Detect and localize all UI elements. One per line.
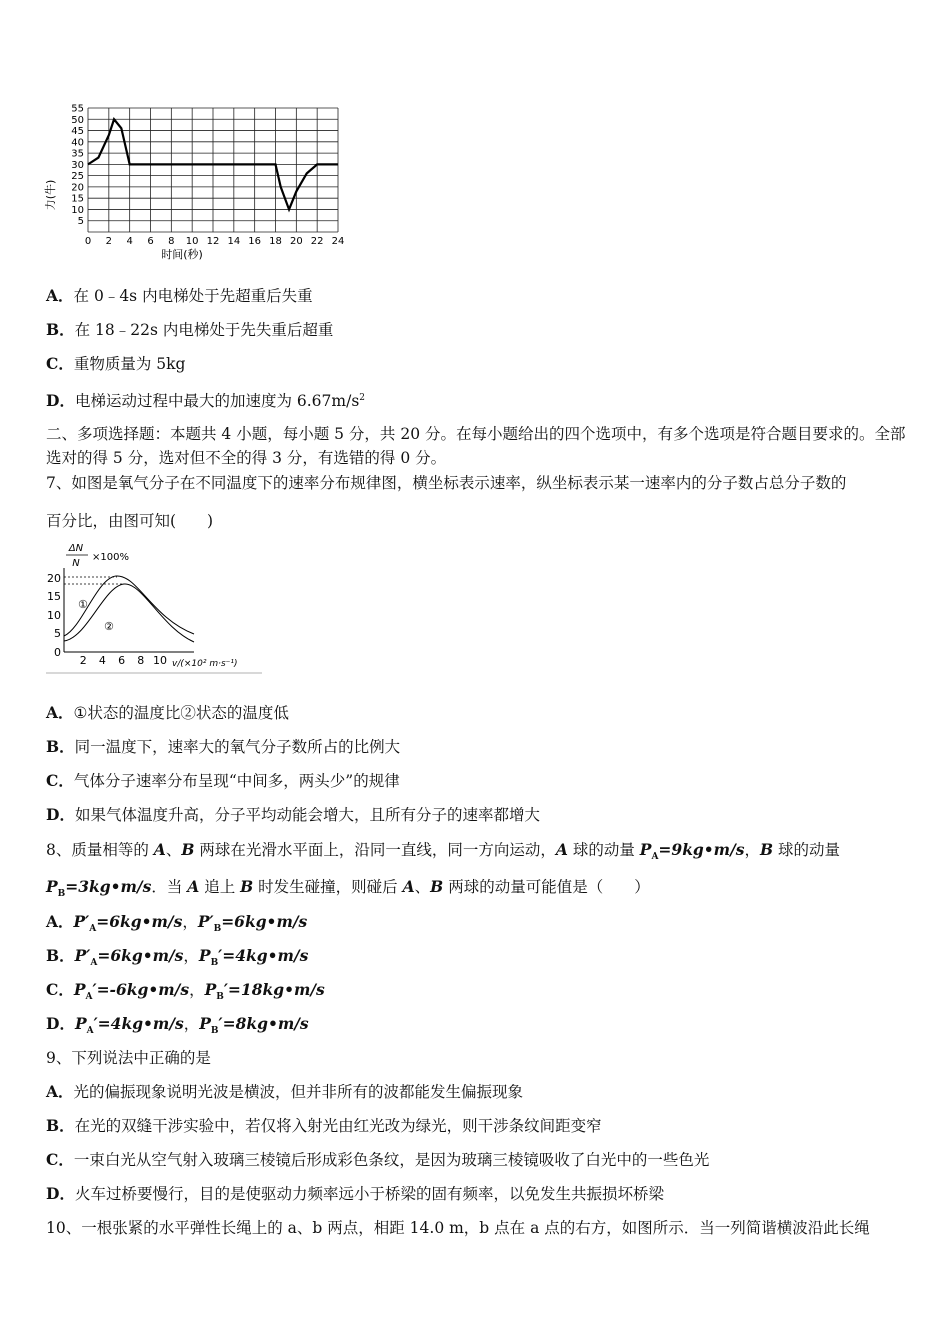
x-tick-label: 14 <box>227 236 241 247</box>
curve-2-label: ② <box>104 620 114 633</box>
x-tick-label: 6 <box>118 654 126 667</box>
y-tick-label: 35 <box>71 148 84 160</box>
y-tick-label: 45 <box>71 126 84 138</box>
q9-option-c[interactable]: C．一束白光从空气射入玻璃三棱镜后形成彩色条纹，是因为玻璃三棱镜吸收了白光中的一些色光 <box>46 1150 710 1169</box>
x-tick-label: 24 <box>331 236 345 247</box>
x-tick-label: 2 <box>105 236 113 247</box>
x-tick-label: 4 <box>126 236 133 247</box>
q7-option-b[interactable]: B．同一温度下，速率大的氧气分子数所占的比例大 <box>46 737 401 756</box>
q7-option-a[interactable]: A．①状态的温度比②状态的温度低 <box>46 703 289 722</box>
q6-option-d[interactable]: D．电梯运动过程中最大的加速度为 $6.67m/s^2$ <box>46 391 366 411</box>
q7-option-c[interactable]: C．气体分子速率分布呈现“中间多，两头少”的规律 <box>46 771 400 790</box>
y-tick-label: 30 <box>71 159 84 171</box>
x-tick-label: 10 <box>153 654 167 667</box>
x-tick-label: 8 <box>137 654 145 667</box>
y-tick-label: 15 <box>47 590 61 603</box>
y-label-numerator: ΔN <box>68 543 84 554</box>
q7-stem-line1: 7、如图是氧气分子在不同温度下的速率分布规律图，横坐标表示速率，纵坐标表示某一速率内的分子数占总分子数的 <box>46 474 847 492</box>
x-tick-label: 12 <box>206 236 220 247</box>
y-tick-label: 0 <box>54 646 61 659</box>
q6-option-b[interactable]: B．在 18﹣22s 内电梯处于先失重后超重 <box>46 320 334 339</box>
x-tick-label: 22 <box>310 236 324 247</box>
y-tick-label: 25 <box>71 171 84 183</box>
q8-option-a[interactable]: A．$P'_A=6kg•m/s$，$P'_B=6kg•m/s$ <box>46 912 308 935</box>
q7-stem-line2: 百分比，由图可知( ) <box>46 512 214 530</box>
y-tick-label: 15 <box>71 193 84 205</box>
y-tick-label: 5 <box>77 216 84 228</box>
x-tick-label: 6 <box>147 236 154 247</box>
x-tick-label: 18 <box>269 236 282 247</box>
y-label-suffix: ×100% <box>92 552 129 563</box>
y-tick-label: 20 <box>47 572 61 585</box>
force-time-chart <box>40 100 345 261</box>
q8-option-b[interactable]: B．$P'_A=6kg•m/s$，$P_B'=4kg•m/s$ <box>46 946 309 969</box>
q9-option-b[interactable]: B．在光的双缝干涉实验中，若仅将入射光由红光改为绿光，则干涉条纹间距变窄 <box>46 1116 602 1135</box>
y-tick-label: 10 <box>71 204 84 216</box>
q6-option-a[interactable]: A．在 0﹣4s 内电梯处于先超重后失重 <box>46 286 313 305</box>
section-2-heading: 二、多项选择题：本题共 4 小题，每小题 5 分，共 20 分。在每小题给出的四个选项中，有多个选项是符合题目要求的。全部选对的得 5 分，选对但不全的得 3 分，有选错的得 0 分。 <box>46 425 906 467</box>
x-axis-label: 时间(秒) <box>161 248 203 261</box>
x-tick-label: 0 <box>84 236 92 247</box>
x-tick-label: 16 <box>248 236 262 247</box>
x-tick-label: 4 <box>98 654 106 667</box>
q9-option-d[interactable]: D．火车过桥要慢行，目的是使驱动力频率远小于桥梁的固有频率，以免发生共振损坏桥梁 <box>46 1184 664 1203</box>
x-axis-label: v/(×10² m·s⁻¹) <box>172 659 238 669</box>
y-tick-label: 10 <box>47 609 61 622</box>
x-tick-label: 10 <box>185 236 199 247</box>
y-tick-label: 20 <box>71 182 84 194</box>
q9-option-a[interactable]: A．光的偏振现象说明光波是横波，但并非所有的波都能发生偏振现象 <box>46 1082 524 1101</box>
q8-stem-line1: 8、质量相等的 A、B 两球在光滑水平面上，沿同一直线，同一方向运动，A 球的动量 $P_A=9kg•m/s$，B 球的动量 <box>46 840 841 863</box>
x-tick-label: 8 <box>168 236 175 247</box>
y-tick-label: 5 <box>54 627 61 640</box>
y-tick-label: 50 <box>71 114 84 126</box>
y-tick-label: 55 <box>71 103 84 115</box>
q9-stem: 9、下列说法中正确的是 <box>46 1049 211 1067</box>
y-axis-label: 力(牛) <box>44 179 57 211</box>
q6-option-c[interactable]: C．重物质量为 5kg <box>46 354 186 373</box>
q8-stem-line2: $P_B=3kg•m/s$．当 A 追上 B 时发生碰撞，则碰后 A、B 两球的动量可能值是（ ） <box>46 877 650 900</box>
x-tick-label: 2 <box>79 654 87 667</box>
y-tick-label: 40 <box>71 137 84 149</box>
y-label-denominator: N <box>72 558 80 569</box>
q8-option-d[interactable]: D．$P_A'=4kg•m/s$，$P_B'=8kg•m/s$ <box>46 1014 309 1037</box>
q8-option-c[interactable]: C．$P_A'=-6kg•m/s$，$P_B'=18kg•m/s$ <box>46 980 325 1003</box>
x-tick-label: 20 <box>289 236 303 247</box>
speed-distribution-chart <box>42 538 267 678</box>
q10-stem: 10、一根张紧的水平弹性长绳上的 a、b 两点，相距 14.0 m，b 点在 a 点的右方，如图所示．当一列简谐横波沿此长绳 <box>46 1219 870 1237</box>
q7-option-d[interactable]: D．如果气体温度升高，分子平均动能会增大，且所有分子的速率都增大 <box>46 805 540 824</box>
curve-1-label: ① <box>78 598 88 611</box>
